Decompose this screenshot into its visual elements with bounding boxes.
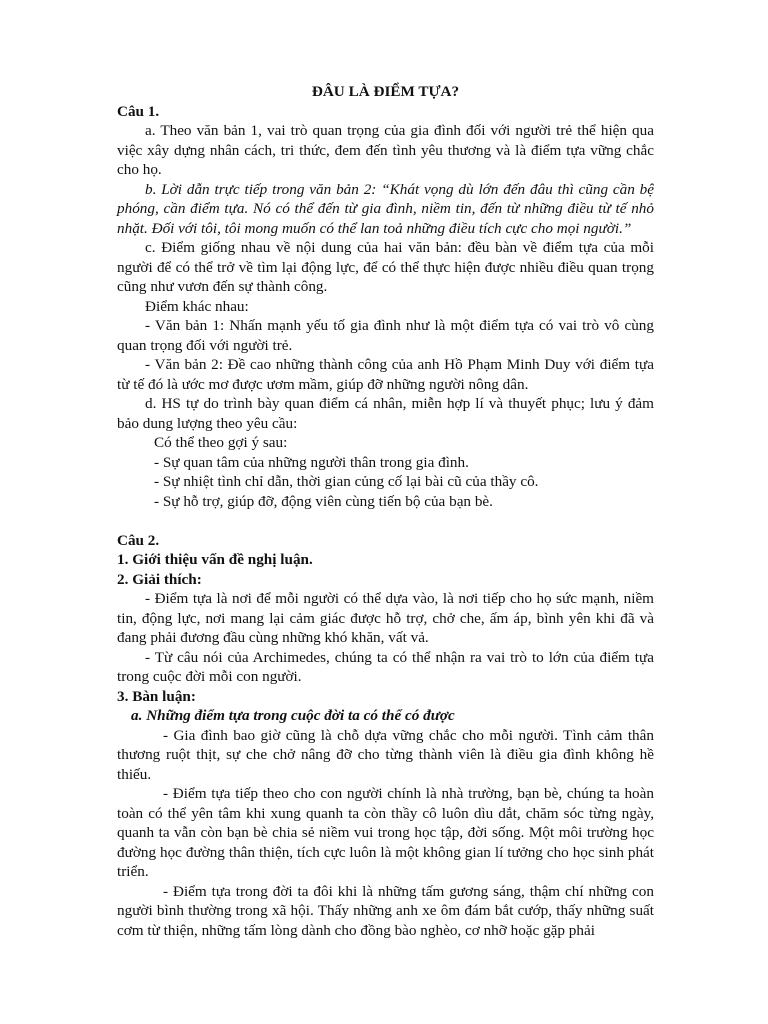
cau2-para-family: - Gia đình bao giờ cũng là chỗ dựa vững chắc cho mỗi người. Tình cảm thân thương ruột thịt, sự che chở nâng đỡ cho từng thành viên là điều gia đình không hề thiếu. (117, 726, 654, 783)
cau1-heading: Câu 1. (117, 102, 160, 120)
spacer (117, 511, 654, 531)
cau1-suggest-item-1: - Sự quan tâm của những người thân trong gia đình. (154, 453, 469, 471)
document-title: ĐÂU LÀ ĐIỂM TỰA? (311, 83, 460, 100)
cau1-suggest: Có thể theo gợi ý sau: (154, 434, 288, 451)
cau2-heading: Câu 2. (117, 531, 160, 549)
cau2-section-3a: a. Những điểm tựa trong cuộc đời ta có thể có được (131, 707, 455, 724)
cau1-diff-heading: Điểm khác nhau: (145, 297, 249, 315)
cau2-explain-2: - Từ câu nói của Archimedes, chúng ta có thể nhận ra vai trò to lớn của điểm tựa trong cuộc đời mỗi con người. (117, 648, 654, 685)
cau1-diff-1: - Văn bản 1: Nhấn mạnh yếu tố gia đình như là một điểm tựa có vai trò vô cùng quan trọng đối với người trẻ. (117, 317, 654, 354)
cau2-section-1: 1. Giới thiệu vấn đề nghị luận. (117, 551, 313, 568)
cau2-para-examples: - Điểm tựa trong đời ta đôi khi là những tấm gương sáng, thậm chí những con người bình thường trong xã hội. Thấy những anh xe ôm đám bắt cướp, thấy những suất cơm từ thiện, những tấm lòng dành cho đồng bào nghèo, cơ nhỡ hoặc gặp phải (117, 882, 654, 939)
cau1-b-label: b. Lời dẫn trực tiếp trong văn bản 2: (145, 180, 382, 198)
cau1-suggest-item-3: - Sự hỗ trợ, giúp đỡ, động viên cùng tiến bộ của bạn bè. (154, 492, 493, 510)
cau1-answer-b (117, 180, 654, 239)
cau1-diff-2: - Văn bản 2: Đề cao những thành công của anh Hồ Phạm Minh Duy với điểm tựa từ tế đó là ước mơ được ươm mầm, giúp đỡ những người nông dân. (117, 356, 654, 393)
cau1-answer-c: c. Điểm giống nhau về nội dung của hai văn bản: đều bàn về điểm tựa của mỗi người để có thể trở về tìm lại động lực, để có thể thực hiện được nhiều điều quan trọng cũng như vươn đến sự thành công. (117, 239, 654, 295)
cau1-answer-d: d. HS tự do trình bày quan điểm cá nhân, miễn hợp lí và thuyết phục; lưu ý đảm bảo dung lượng theo yêu cầu: (117, 395, 654, 432)
cau2-section-2: 2. Giải thích: (117, 570, 202, 588)
cau2-para-school: - Điểm tựa tiếp theo cho con người chính là nhà trường, bạn bè, chúng ta hoàn toàn có thể yên tâm khi xung quanh ta còn thầy cô luôn dìu dắt, chăm sóc từng ngày, quanh ta vẫn còn bạn bè chia sẻ niềm vui trong học tập, đời sống. Một môi trường học đường học đường thân thiện, tích cực luôn là một không gian lí tưởng cho học sinh phát triển. (117, 785, 654, 880)
cau1-b-quote: “Khát vọng dù lớn đến đâu thì cũng cần bệ phóng, cần điểm tựa. Nó có thể đến từ gia đình, niềm tin, đến từ những điều từ tế nhỏ nhặt. Đối với tôi, tôi mong muốn có thể lan toả những điều tích cực cho mọi người.” (117, 180, 654, 237)
cau1-suggest-item-2: - Sự nhiệt tình chỉ dẫn, thời gian củng cố lại bài cũ của thầy cô. (154, 473, 539, 490)
cau1-answer-a: a. Theo văn bản 1, vai trò quan trọng của gia đình đối với người trẻ thể hiện qua việc xây dựng nhân cách, tri thức, đem đến tình yêu thương và là điểm tựa vững chắc cho họ. (117, 122, 654, 178)
cau2-section-3: 3. Bàn luận: (117, 687, 196, 705)
cau2-explain-1: - Điểm tựa là nơi để mỗi người có thể dựa vào, là nơi tiếp cho họ sức mạnh, niềm tin, động lực, nơi mang lại cảm giác được hỗ trợ, chở che, ấm áp, bình yên khi đã và đang phải đương đầu cùng những khó khăn, vất vả. (117, 590, 654, 646)
